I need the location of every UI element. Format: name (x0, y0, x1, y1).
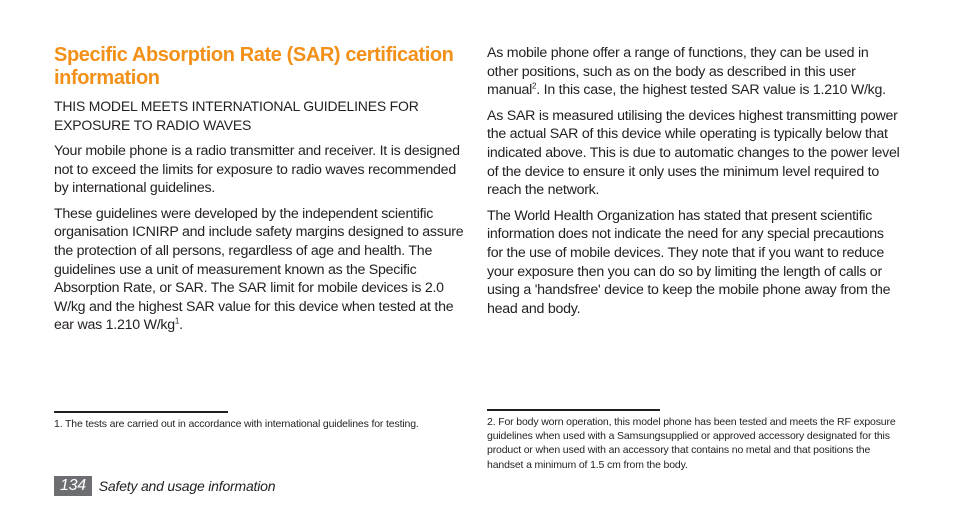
guidelines-caps-statement (54, 97, 464, 134)
left-paragraph-1: Your mobile phone is a radio transmitter and receiver. It is designed not to exceed the limits for exposure to radio waves recommended by international guidelines. (54, 143, 460, 197)
footer-section-title: Safety and usage information (98, 478, 276, 494)
page-footer (54, 475, 275, 497)
left-column (54, 44, 464, 342)
footnote-ref-1: 1 (174, 316, 180, 326)
right-column (487, 44, 902, 325)
right-paragraph-1-text: As mobile phone offer a range of functions, they can be used in other positions, such as on the body as described in this user manual (487, 45, 869, 99)
footnote-rule-left (54, 411, 228, 413)
footnote-1: 1. The tests are carried out in accordance with international guidelines for testing. (54, 418, 419, 430)
footnote-rule-right (487, 409, 660, 411)
page-number: 134 (54, 476, 92, 496)
left-paragraph-2 (54, 205, 464, 335)
right-paragraph-3: The World Health Organization has stated that present scientific information does not indicate the need for any special precautions for the use of mobile devices. They note that if you want to reduce your exposure then you can do so by limiting the length of calls or using a 'handsfree' device to keep the mobile phone away from the head and body. (487, 207, 891, 317)
section-heading: Specific Absorption Rate (SAR) certification information (54, 44, 454, 89)
right-paragraph-1-end: . In this case, the highest tested SAR value is 1.210 W/kg. (536, 82, 886, 99)
left-paragraph-2-text: These guidelines were developed by the independent scientific organisation ICNIRP and include safety margins designed to assure the protection of all persons, regardless of age and health. The guidelines use a unit of measurement known as the Specific Absorption Rate, or SAR. The SAR limit for mobile devices is 2.0 W/kg and the highest SAR value for this device when tested at the ear was 1.210 W/kg (54, 205, 464, 334)
left-paragraph-2-end: . (179, 317, 183, 334)
caps-line-2: EXPOSURE TO RADIO WAVES (54, 116, 252, 133)
footnote-2: 2. For body worn operation, this model phone has been tested and meets the RF exposure guidelines when used with a Samsungsupplied or approved accessory designated for this product or when used with an accessory that contains no metal and that positions the handset a minimum of 1.5 cm from the body. (487, 416, 896, 471)
caps-line-1: THIS MODEL MEETS INTERNATIONAL GUIDELINES FOR (54, 98, 419, 114)
right-paragraph-1 (487, 44, 902, 100)
footnote-ref-2: 2 (532, 81, 537, 91)
right-paragraph-2: As SAR is measured utilising the devices highest transmitting power the actual SAR of this device while operating is typically below that indicated above. This is due to automatic changes to the power level of the device to ensure it only uses the minimum level required to reach the network. (487, 107, 900, 199)
